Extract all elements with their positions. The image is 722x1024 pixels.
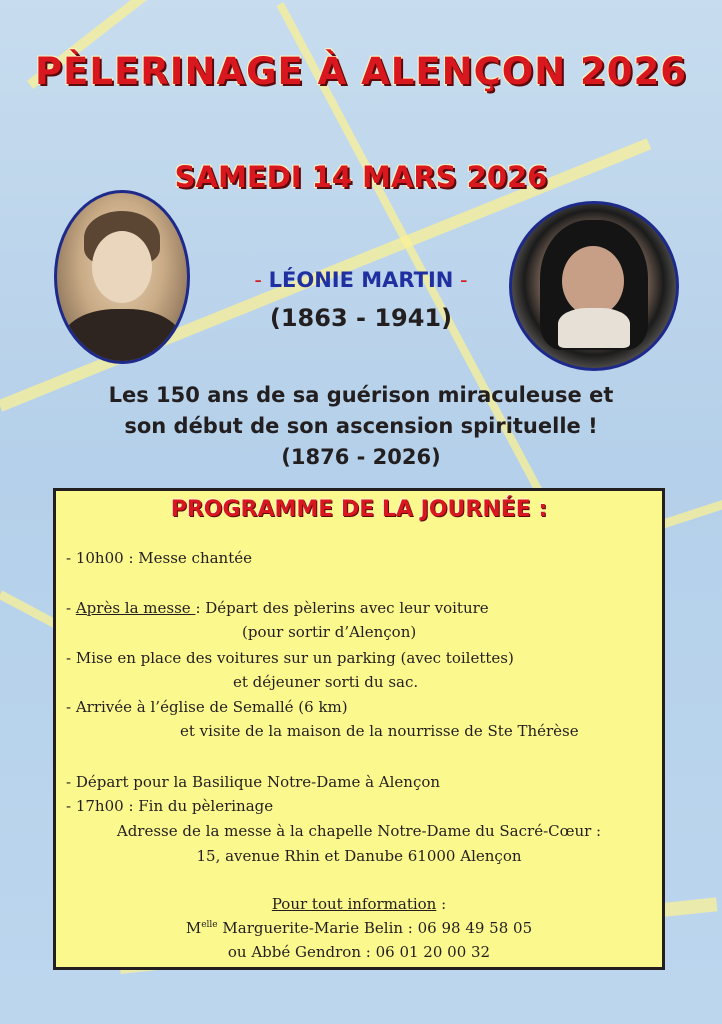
item-underlined: Après la messe xyxy=(75,599,196,617)
subject-name: LÉONIE MARTIN xyxy=(268,268,454,292)
subtitle-line: son début de son ascension spirituelle ! xyxy=(124,414,598,438)
programme-item: - 17h00 : Fin du pèlerinage xyxy=(66,797,274,815)
portrait-face xyxy=(92,231,152,303)
programme-box xyxy=(53,488,665,970)
programme-item: - Arrivée à l’église de Semallé (6 km) xyxy=(66,698,348,716)
contact-heading-colon: : xyxy=(436,895,447,913)
address-line: Adresse de la messe à la chapelle Notre-Dame du Sacré-Cœur : xyxy=(116,822,602,840)
item-text: : Départ des pèlerins avec leur voiture xyxy=(195,599,489,617)
name-dash-right: - xyxy=(453,268,468,292)
name-dash-left: - xyxy=(254,268,269,292)
contact-heading-text: Pour tout information xyxy=(271,895,437,913)
event-date: SAMEDI 14 MARS 2026 xyxy=(174,160,548,194)
subtitle-line: Les 150 ans de sa guérison miraculeuse et xyxy=(108,383,614,407)
subject-dates: (1863 - 1941) xyxy=(269,304,453,332)
programme-item-cont: et déjeuner sorti du sac. xyxy=(233,673,419,691)
event-title: PÈLERINAGE À ALENÇON 2026 xyxy=(34,50,688,93)
contact-line xyxy=(56,919,662,937)
contact-line: ou Abbé Gendron : 06 01 20 00 32 xyxy=(227,943,491,961)
contact-heading xyxy=(56,895,662,913)
address-line: 15, avenue Rhin et Danube 61000 Alençon xyxy=(196,847,522,865)
contact-title: M xyxy=(185,919,202,937)
programme-item: - Mise en place des voitures sur un parking (avec toilettes) xyxy=(66,649,514,667)
programme-item-cont: et visite de la maison de la nourrisse de Ste Thérèse xyxy=(180,722,579,740)
programme-title: PROGRAMME DE LA JOURNÉE : xyxy=(170,497,548,522)
contact-title-sup: elle xyxy=(201,920,218,930)
programme-item xyxy=(66,599,489,617)
programme-item: - Départ pour la Basilique Notre-Dame à Alençon xyxy=(66,773,441,791)
programme-item-cont: (pour sortir d’Alençon) xyxy=(242,623,417,641)
subject-name-line xyxy=(0,268,722,292)
item-prefix: - xyxy=(66,599,76,617)
subtitle-years: (1876 - 2026) xyxy=(281,445,441,469)
contact-text: Marguerite-Marie Belin : 06 98 49 58 05 xyxy=(217,919,533,937)
programme-item: - 10h00 : Messe chantée xyxy=(66,549,252,567)
subtitle xyxy=(0,380,722,473)
